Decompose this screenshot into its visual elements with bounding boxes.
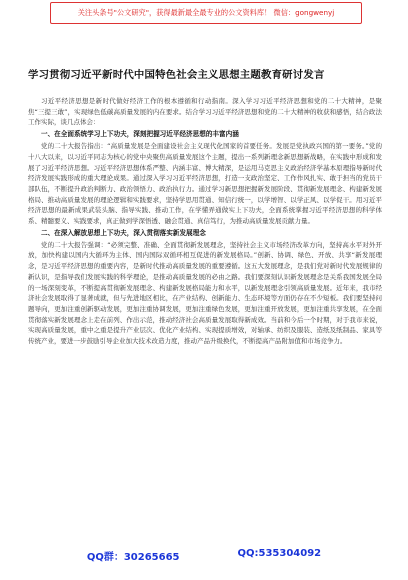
footer-qq: QQ:535304092 xyxy=(237,548,322,559)
section-heading: 一、在全面系统学习上下功夫，深刻把握习近平经济思想的丰富内涵 xyxy=(41,130,239,139)
body-paragraph: 习近平经济思想是新时代做好经济工作的根本遵循和行动指南。深入学习习近平经济思想和党的二十大精神，是聚焦“三提三敢”，实现绿色低碳高质量发展的内在要求。结合学习习近平经济思想和党的二十大精神的收获和感悟，结合政法工作实际，谈几点体会： xyxy=(28,97,382,127)
section-heading: 二、在深入解放思想上下功夫，深入贯彻落实新发展理念 xyxy=(41,228,206,237)
body-paragraph: 党的二十大报告指出：“高质量发展是全面建设社会主义现代化国家的首要任务。发展是党执政兴国的第一要务。”党的十八大以来，以习近平同志为核心的党中央聚焦高质量发展这个主题，提出一系列新理念新思想新战略，在实践中形成和发展了习近平经济思想。习近平经济思想体系严整、内涵丰富、博大精深，是运用马克思主义政治经济学基本原理指导新时代经济发展实践形成的重大理论成果。通过深入学习习近平经济思想，打造一支政治坚定、工作作风扎实、敢于担当的党员干部队伍，不断提升政治判断力、政治领悟力、政治执行力。通过学习新思想把握新发展阶段、贯彻新发展理念、构建新发展格局、推动高质量发展的理论逻辑和实践要求，坚持学思用贯通、知信行统一，以学增智、以学正风、以学促干。用习近平经济思想的最新成果武装头脑、指导实践、推动工作，在学懂弄通做实上下功夫，全面系统掌握习近平经济思想的科学体系、精髓要义、实践要求，真正做到学深悟透、融会贯通、真信笃行，为推动高质量发展贡献力量。 xyxy=(28,142,382,226)
footer-qq-group: QQ群：30265665 xyxy=(86,552,180,563)
body-paragraph: 党的二十大报告强调：“必须完整、准确、全面贯彻新发展理念，坚持社会主义市场经济改革方向，坚持高水平对外开放，加快构建以国内大循环为主体、国内国际双循环相互促进的新发展格局。”创新、协调、绿色、开放、共享“新发展理念，是习近平经济思想的重要内容，是新时代推动高质量发展的重要遵循。这五大发展理念，是我们党对新时代发展规律的新认识，是指导我们发展实践的科学理论，是推动高质量发展的必由之路。我们要深刻认识新发展理念是关系我国发展全局的一场深刻变革，不断提高贯彻新发展理念、构建新发展格局能力和水平，以新发展理念引领高质量发展。近年来，我市经济社会发展取得了显著成就，但与先进地区相比，在产业结构、创新能力、生态环境等方面仍存在不少短板。我们要坚持问题导向，更加注重创新驱动发展，更加注重协调发展，更加注重绿色发展，更加注重开放发展，更加注重共享发展，在全面贯彻落实新发展理念上走在前列、作出示范，推动经济社会高质量发展取得新成效。当前和今后一个时期，对于我市来说，实现高质量发展，重中之重是提升产业层次、优化产业结构、实现提质增效，对轴承、纺织及服装、造纸及纸制品、家具等传统产业，要进一步鼓励引导企业加大技术改造力度，推动产品升级换代，不断提高产品附加值和市场竞争力。 xyxy=(28,240,382,346)
header-banner: 关注头条号"公文研究"，获得最新最全最专业的公文资料库！ 微信：gongwenyj xyxy=(50,2,362,24)
document-title: 学习贯彻习近平新时代中国特色社会主义思想主题教育研讨发言 xyxy=(28,69,325,81)
footer xyxy=(0,548,408,564)
document-body xyxy=(28,96,382,536)
